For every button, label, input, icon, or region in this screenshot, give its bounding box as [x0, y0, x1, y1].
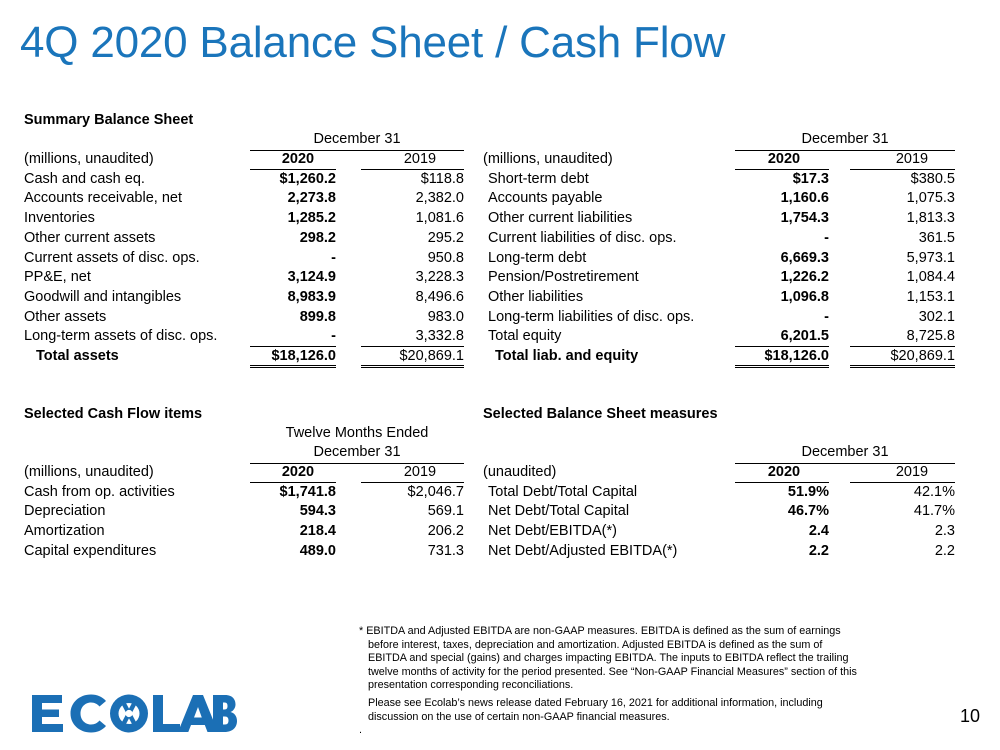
asset-value-2019: 295.2 — [427, 229, 464, 246]
asset-row — [24, 209, 464, 229]
cash-flow-label: Cash from op. activities — [24, 483, 175, 500]
asset-row — [24, 189, 464, 209]
measures-title: Selected Balance Sheet measures — [483, 406, 718, 422]
liability-label: Current liabilities of disc. ops. — [488, 229, 677, 246]
measures-unit-label: (unaudited) — [483, 464, 557, 480]
measures-table — [483, 463, 955, 562]
assets-header-row — [24, 150, 464, 170]
cash-flow-value-2019: 569.1 — [427, 503, 464, 520]
asset-value-2020: 8,983.9 — [287, 288, 336, 305]
liability-row — [483, 327, 955, 347]
liability-value-2020: 1,226.2 — [780, 269, 829, 286]
liability-row — [483, 268, 955, 288]
assets-total-2019: $20,869.1 — [399, 348, 464, 365]
asset-label: Accounts receivable, net — [24, 190, 182, 207]
asset-row — [24, 229, 464, 249]
measure-value-2020: 2.2 — [808, 542, 829, 559]
footnote — [359, 625, 949, 738]
measure-value-2019: 2.3 — [934, 523, 955, 540]
assets-unit-label: (millions, unaudited) — [24, 151, 154, 167]
measure-label: Net Debt/Total Capital — [488, 503, 630, 520]
liability-label: Pension/Postretirement — [488, 269, 639, 286]
liab-subtotal-rule-2020 — [735, 346, 829, 347]
liability-value-2020: $17.3 — [792, 170, 829, 187]
liab-unit-label: (millions, unaudited) — [483, 151, 613, 167]
asset-value-2019: 8,496.6 — [415, 288, 464, 305]
measures-col-2019: 2019 — [895, 464, 929, 480]
asset-row — [24, 268, 464, 288]
asset-value-2020: - — [331, 328, 336, 345]
liab-subtotal-rule-2019 — [850, 346, 955, 347]
asset-value-2020: 899.8 — [299, 308, 336, 325]
cash-flow-value-2019: 206.2 — [427, 523, 464, 540]
footnote-line: * EBITDA and Adjusted EBITDA are non-GAAP measures. EBITDA is defined as the sum of earnings — [359, 625, 841, 637]
cash-flow-value-2019: $2,046.7 — [407, 483, 464, 500]
assets-total-label: Total assets — [36, 348, 119, 365]
measures-header-row — [483, 463, 955, 483]
cash-flow-col-rule-2019 — [361, 482, 464, 483]
liabilities-table — [483, 150, 955, 367]
footnote-line: twelve months of activity for the period presented. See “Non-GAAP Financial Measures” section of this — [368, 665, 857, 678]
liability-label: Accounts payable — [488, 190, 603, 207]
footnote-line: Please see Ecolab’s news release dated February 16, 2021 for additional information, including — [368, 696, 823, 709]
asset-value-2019: 1,081.6 — [415, 210, 464, 227]
liab-header-row — [483, 150, 955, 170]
measure-label: Total Debt/Total Capital — [488, 483, 638, 500]
measure-value-2020: 2.4 — [808, 523, 829, 540]
cash-flow-value-2019: 731.3 — [427, 542, 464, 559]
liability-value-2019: 1,075.3 — [906, 190, 955, 207]
balance-sheet-title: Summary Balance Sheet — [24, 112, 194, 128]
measures-col-2020: 2020 — [767, 464, 801, 480]
cash-flow-col-2019: 2019 — [403, 464, 437, 480]
cash-flow-label: Amortization — [24, 523, 105, 540]
cash-flow-row — [24, 542, 464, 562]
liability-label: Short-term debt — [488, 170, 589, 187]
asset-row — [24, 170, 464, 190]
assets-period-header: December 31 — [313, 131, 401, 147]
measure-row — [483, 502, 955, 522]
asset-label: Other current assets — [24, 229, 156, 246]
liability-label: Other liabilities — [488, 288, 584, 305]
liab-total-row — [483, 347, 955, 367]
assets-col-rule-2020 — [250, 169, 336, 170]
liability-value-2019: 5,973.1 — [906, 249, 955, 266]
cash-flow-label: Capital expenditures — [24, 542, 157, 559]
footnote-line: EBITDA and special (gains) and charges impacting EBITDA. The inputs to EBITDA reflect the trailing — [368, 652, 849, 665]
asset-label: Current assets of disc. ops. — [24, 249, 200, 266]
cash-flow-row — [24, 522, 464, 542]
cash-flow-title: Selected Cash Flow items — [24, 406, 203, 422]
assets-total-rule-2019 — [361, 365, 464, 368]
asset-value-2019: 3,228.3 — [415, 269, 464, 286]
cash-flow-value-2020: 489.0 — [299, 542, 336, 559]
cash-flow-row — [24, 502, 464, 522]
measure-value-2019: 42.1% — [913, 483, 955, 500]
cash-flow-period-header-2: December 31 — [313, 444, 401, 460]
liability-label: Long-term liabilities of disc. ops. — [488, 308, 695, 325]
cash-flow-col-rule-2020 — [250, 482, 336, 483]
asset-value-2020: 298.2 — [299, 229, 336, 246]
liab-total-2019: $20,869.1 — [890, 348, 955, 365]
asset-label: Other assets — [24, 308, 107, 325]
asset-value-2020: 3,124.9 — [287, 269, 336, 286]
liability-value-2019: $380.5 — [910, 170, 955, 187]
measure-row — [483, 522, 955, 542]
assets-total-rule-2020 — [250, 365, 336, 368]
page-number: 10 — [960, 706, 981, 726]
liability-value-2019: 361.5 — [918, 229, 955, 246]
liab-col-rule-2020 — [735, 169, 829, 170]
measure-label: Net Debt/EBITDA(*) — [488, 523, 617, 540]
liability-value-2019: 8,725.8 — [906, 328, 955, 345]
liab-col-2020: 2020 — [767, 151, 801, 167]
liability-value-2019: 1,084.4 — [906, 269, 955, 286]
liability-value-2020: 6,669.3 — [780, 249, 829, 266]
cash-flow-row — [24, 483, 464, 503]
measure-row — [483, 483, 955, 503]
liability-label: Long-term debt — [488, 249, 587, 266]
asset-value-2020: - — [331, 249, 336, 266]
liab-total-2020: $18,126.0 — [764, 348, 829, 365]
asset-value-2020: 1,285.2 — [287, 210, 336, 227]
asset-row — [24, 249, 464, 269]
liability-value-2020: 1,096.8 — [780, 288, 829, 305]
assets-table — [24, 150, 464, 367]
cash-flow-unit-label: (millions, unaudited) — [24, 464, 154, 480]
liability-value-2020: 1,160.6 — [780, 190, 829, 207]
liability-value-2020: 6,201.5 — [780, 328, 829, 345]
assets-subtotal-rule-2019 — [361, 346, 464, 347]
liability-row — [483, 308, 955, 328]
cash-flow-col-2020: 2020 — [281, 464, 315, 480]
asset-row — [24, 327, 464, 347]
slide-title: 4Q 2020 Balance Sheet / Cash Flow — [20, 18, 726, 67]
asset-label: Inventories — [24, 210, 95, 227]
liability-label: Other current liabilities — [488, 210, 633, 227]
ecolab-logo — [32, 692, 237, 734]
cash-flow-period-header-1: Twelve Months Ended — [285, 425, 429, 441]
measure-value-2019: 2.2 — [934, 542, 955, 559]
cash-flow-value-2020: $1,741.8 — [279, 483, 336, 500]
liab-period-header: December 31 — [801, 131, 889, 147]
liab-total-rule-2019 — [850, 365, 955, 368]
assets-col-2020: 2020 — [281, 151, 315, 167]
liab-total-rule-2020 — [735, 365, 829, 368]
asset-row — [24, 308, 464, 328]
asset-value-2019: 983.0 — [427, 308, 464, 325]
measure-label: Net Debt/Adjusted EBITDA(*) — [488, 542, 678, 559]
assets-col-rule-2019 — [361, 169, 464, 170]
liability-row — [483, 170, 955, 190]
liab-total-label: Total liab. and equity — [495, 348, 639, 365]
asset-row — [24, 288, 464, 308]
liability-value-2020: - — [824, 308, 829, 325]
liability-value-2019: 1,813.3 — [906, 210, 955, 227]
cash-flow-table — [24, 463, 464, 562]
asset-value-2019: 950.8 — [427, 249, 464, 266]
measures-col-rule-2019 — [850, 482, 955, 483]
footnote-line: presentation corresponding reconciliations. — [368, 679, 574, 692]
liability-row — [483, 288, 955, 308]
liability-value-2019: 1,153.1 — [906, 288, 955, 305]
cash-flow-header-row — [24, 463, 464, 483]
liability-row — [483, 229, 955, 249]
measures-period-header: December 31 — [801, 444, 889, 460]
liab-col-rule-2019 — [850, 169, 955, 170]
asset-label: PP&E, net — [24, 269, 91, 286]
footnote-line: discussion on the use of certain non-GAAP financial measures. — [368, 710, 670, 723]
measure-row — [483, 542, 955, 562]
cash-flow-value-2020: 218.4 — [299, 523, 336, 540]
liab-col-2019: 2019 — [895, 151, 929, 167]
asset-label: Goodwill and intangibles — [24, 288, 182, 305]
liability-row — [483, 209, 955, 229]
asset-value-2020: $1,260.2 — [279, 170, 336, 187]
measure-value-2019: 41.7% — [913, 503, 955, 520]
asset-label: Cash and cash eq. — [24, 170, 145, 187]
cash-flow-value-2020: 594.3 — [299, 503, 336, 520]
asset-value-2019: 2,382.0 — [415, 190, 464, 207]
asset-label: Long-term assets of disc. ops. — [24, 328, 218, 345]
measures-col-rule-2020 — [735, 482, 829, 483]
liability-row — [483, 249, 955, 269]
footnote-line: before interest, taxes, depreciation and amortization. Adjusted EBITDA is defined as the sum of — [368, 638, 823, 651]
liability-row — [483, 189, 955, 209]
measure-value-2020: 46.7% — [787, 503, 829, 520]
liability-value-2020: 1,754.3 — [780, 210, 829, 227]
asset-value-2020: 2,273.8 — [287, 190, 336, 207]
asset-value-2019: $118.8 — [420, 170, 464, 187]
cash-flow-label: Depreciation — [24, 503, 106, 520]
assets-total-2020: $18,126.0 — [271, 348, 336, 365]
liability-value-2020: - — [824, 229, 829, 246]
asset-value-2019: 3,332.8 — [415, 328, 464, 345]
liability-value-2019: 302.1 — [918, 308, 955, 325]
assets-col-2019: 2019 — [403, 151, 437, 167]
measure-value-2020: 51.9% — [787, 483, 829, 500]
footnote-trailing: . — [359, 724, 362, 737]
assets-total-row — [24, 347, 464, 367]
assets-subtotal-rule-2020 — [250, 346, 336, 347]
liability-label: Total equity — [488, 328, 562, 345]
